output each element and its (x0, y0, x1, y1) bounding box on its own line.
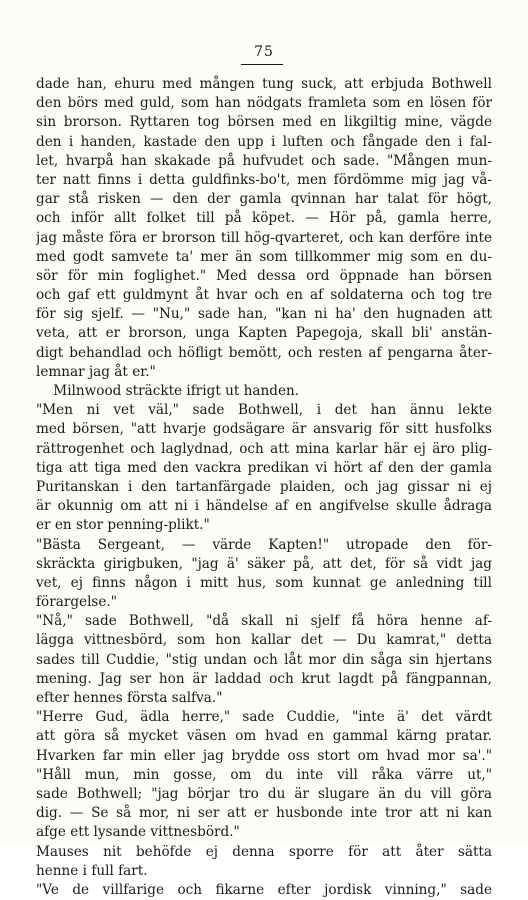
text-line: att göra så mycket väsen om hvad en gammal kärng pratar. (36, 728, 492, 745)
text-line: rättrogenhet och laglydnad, och att mina karlar här ej äro plig- (36, 440, 492, 457)
text-line: förargelse." (36, 594, 118, 611)
text-line: tiga att tiga med den vackra predikan vi hört af den der gamla (36, 459, 492, 476)
text-line: sades till Cuddie, "stig undan och låt mor din såga sin hjertans (36, 651, 492, 668)
text-line: vet, ej finns någon i mitt hus, som kunnat ge anledning till (36, 574, 492, 591)
text-line: dig. — Se så mor, ni ser att er husbonde inte tror att ni kan (36, 805, 492, 822)
text-line: henne i full fart. (36, 862, 148, 879)
header-rule (241, 64, 283, 65)
text-line: och inför allt folket till på köpet. — Hör på, gamla herre, (36, 210, 492, 227)
text-line: gar stå risken — den der gamla qvinnan har talat för högt, (36, 191, 492, 208)
text-line: Milnwood sträckte ifrigt ut handen. (36, 383, 300, 399)
text-line: "Nå," sade Bothwell, "då skall ni sjelf få höra henne af- (36, 613, 492, 630)
text-line: med godt samvete ta' mer än som tillkommer mig som en du- (36, 248, 492, 265)
text-line: sin brorson. Ryttaren tog börsen med en likgiltig mine, vägde (36, 114, 492, 131)
text-line: let, hvarpå han skakade på hufvudet och sade. "Mången mun- (36, 152, 492, 169)
text-line: för sig sjelf. — "Nu," sade han, "kan ni ha' den hugnaden att (36, 306, 492, 323)
body-text (36, 75, 492, 900)
text-line: er en stor penning-plikt." (36, 517, 210, 534)
text-line: ter natt finns i detta guldfinks-bo't, men fördömme mig jag vå- (36, 171, 492, 188)
text-line: mening. Jag ser hon är laddad och krut lagdt på fängpannan, (36, 670, 492, 687)
text-line: "Ve de villfarige och fikarne efter jordisk vinning," sade (36, 881, 492, 898)
text-line: efter hennes första salfva." (36, 690, 223, 706)
text-line: Hvarken far min eller jag brydde oss stort om hvad mor sa'." (36, 747, 492, 764)
text-line: skräckta girigbuken, "jag ä' säker på, att det, för så vidt jag (36, 555, 492, 572)
text-line: digt behandlad och höfligt bemött, och resten af pengarna åter- (36, 344, 492, 361)
text-line: lemnar jag åt er." (36, 363, 156, 380)
text-line: Mauses nit behöfde ej denna sporre för att åter sätta (36, 843, 492, 860)
text-line: "Bästa Sergeant, — värde Kapten!" utropade den för- (36, 536, 492, 553)
text-line: "Men ni vet väl," sade Bothwell, i det han ännu lekte (36, 402, 492, 419)
text-line: med börsen, "att hvarje godsägare är ansvarig för sitt husfolks (36, 421, 492, 438)
text-line: "Herre Gud, ädla herre," sade Cuddie, "inte ä' det värdt (36, 709, 492, 726)
text-line: och gaf ett guldmynt åt hvar och en af soldaterna och tog tre (36, 287, 492, 304)
text-line: är okunnig om att ni i händelse af en angifvelse skulle ådraga (36, 498, 492, 515)
text-line: sör för min foglighet." Med dessa ord öppnade han börsen (36, 267, 492, 284)
text-line: den i handen, kastade den upp i luften och fångade den i fal- (36, 133, 492, 150)
text-line: jag måste föra er brorson till hög-qvarteret, och kan derföre inte (36, 229, 492, 246)
text-line: lägga vittnesbörd, som hon kallar det — Du kamrat," detta (36, 632, 492, 649)
text-line: afge ett lysande vittnesbörd." (36, 824, 240, 841)
page-number: 75 (254, 44, 274, 60)
text-line: "Håll mun, min gosse, om du inte vill råka värre ut," (36, 766, 492, 783)
text-line: dade han, ehuru med mången tung suck, att erbjuda Bothwell (36, 76, 492, 92)
text-line: veta, att er brorson, unga Kapten Papegoja, skall bli' anstän- (36, 325, 492, 342)
text-line: sade Bothwell; "jag börjar tro du är slugare än du vill göra (36, 785, 492, 802)
text-line: Puritanskan i den tartanfärgade plaiden, och jag gissar ni ej (36, 478, 492, 495)
text-line: den börs med guld, som han nödgats framleta som en lösen för (36, 95, 492, 112)
